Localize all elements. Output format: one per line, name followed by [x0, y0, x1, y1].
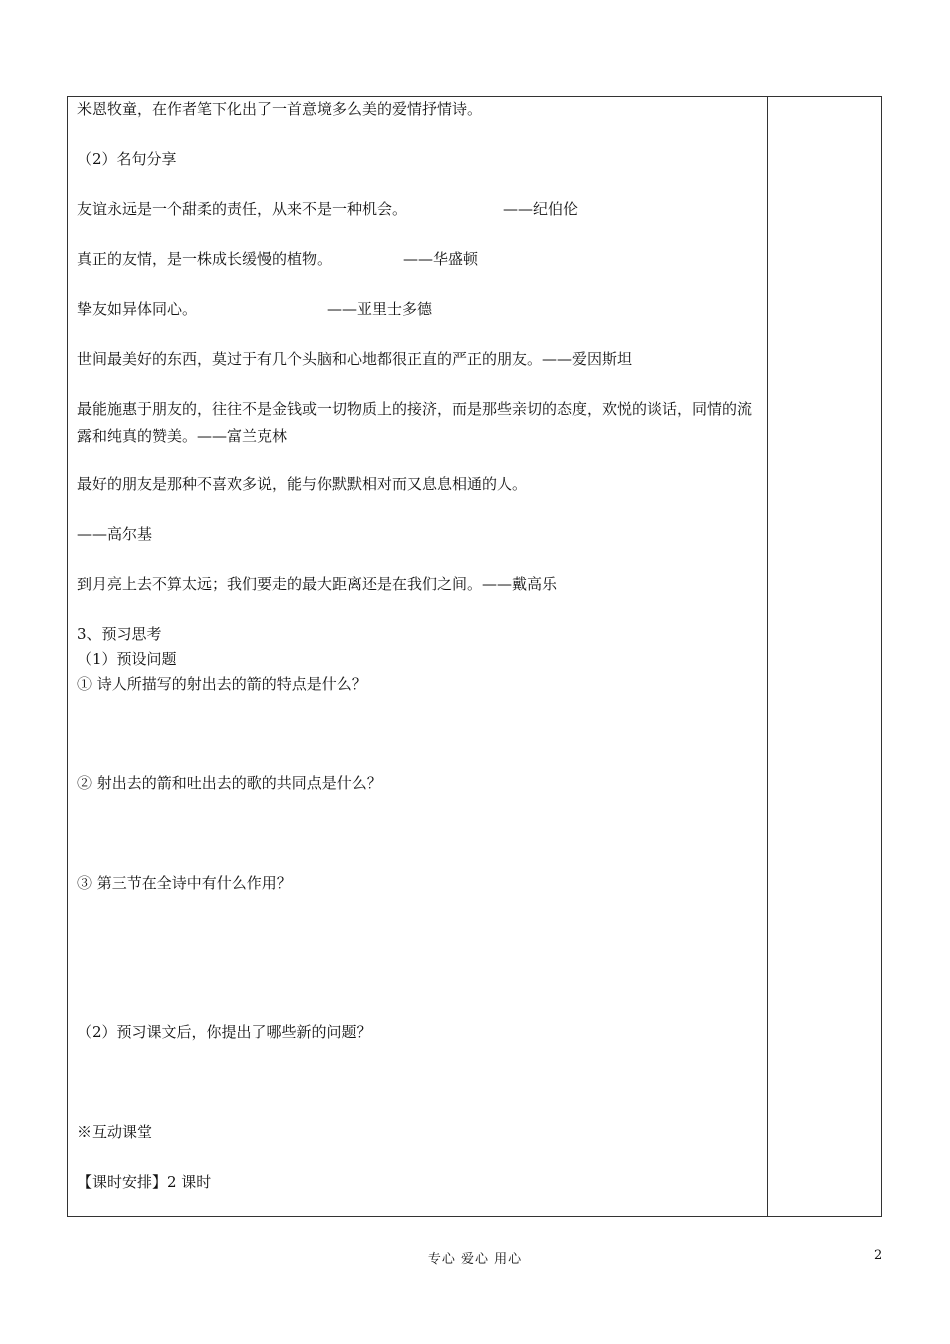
question-2: ② 射出去的箭和吐出去的歌的共同点是什么？: [77, 774, 382, 792]
quote-6-author: ——高尔基: [77, 525, 153, 543]
schedule-line: 【课时安排】2 课时: [77, 1173, 212, 1191]
quote-1-author: ——纪伯伦: [503, 200, 579, 218]
quote-3-text: 挚友如异体同心。: [77, 300, 198, 318]
quote-1-text: 友谊永远是一个甜柔的责任，从来不是一种机会。: [77, 200, 408, 218]
quote-2-author: ——华盛顿: [403, 250, 479, 268]
quote-5: 最能施惠于朋友的，往往不是金钱或一切物质上的接济，而是那些亲切的态度，欢悦的谈话，同情的流露和纯真的赞美。——富兰克林: [77, 400, 753, 445]
interactive-class-heading: ※互动课堂: [77, 1123, 153, 1141]
section-3-heading: 3、预习思考: [77, 625, 162, 643]
quote-3-author: ——亚里士多德: [327, 300, 433, 318]
quote-4: 世间最美好的东西，莫过于有几个头脑和心地都很正直的严正的朋友。——爱因斯坦: [77, 350, 633, 368]
intro-line: 米恩牧童，在作者笔下化出了一首意境多么美的爱情抒情诗。: [77, 100, 483, 118]
quote-6: 最好的朋友是那种不喜欢多说，能与你默默相对而又息息相通的人。: [77, 475, 528, 493]
section-quotes-heading: （2）名句分享: [77, 150, 177, 168]
question-3: ③ 第三节在全诗中有什么作用？: [77, 874, 292, 892]
quote-7: 到月亮上去不算太远；我们要走的最大距离还是在我们之间。——戴高乐: [77, 575, 558, 593]
new-questions-prompt: （2）预习课文后，你提出了哪些新的问题？: [77, 1023, 372, 1041]
footer-motto: 专心 爱心 用心: [427, 1252, 523, 1267]
preset-questions-heading: （1）预设问题: [77, 650, 177, 668]
table-column-divider: [767, 96, 768, 1217]
page-number: 2: [874, 1248, 883, 1263]
question-1: ① 诗人所描写的射出去的箭的特点是什么？: [77, 675, 367, 693]
quote-2-text: 真正的友情，是一株成长缓慢的植物。: [77, 250, 333, 268]
